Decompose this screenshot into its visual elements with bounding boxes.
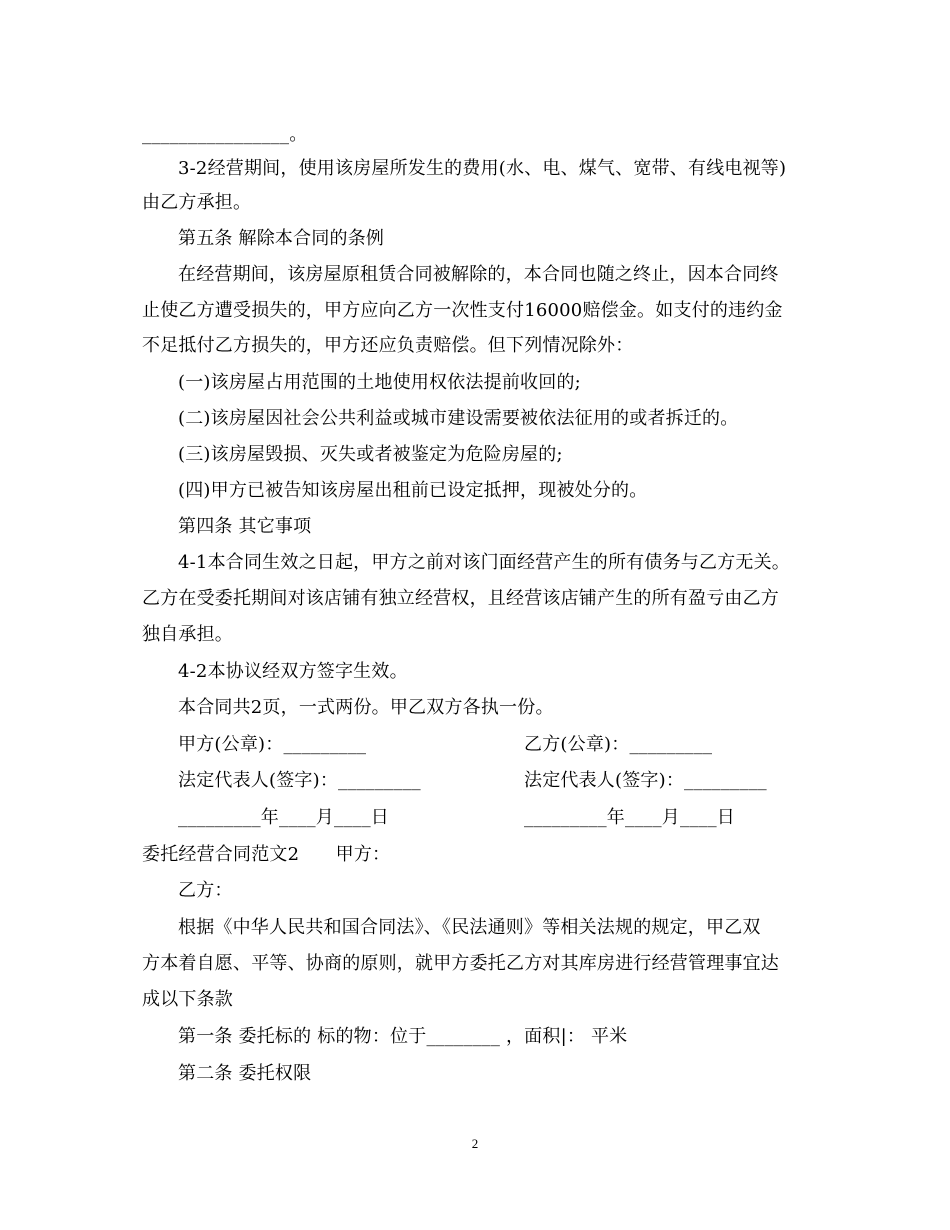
text-line: 成以下条款	[142, 989, 233, 1010]
party-a-date-field: _________年____月____日	[178, 807, 389, 828]
text-line: 乙方在受委托期间对该店铺有独立经营权，且经营该店铺产生的所有盈亏由乙方	[142, 588, 779, 609]
text-line: 止使乙方遭受损失的，甲方应向乙方一次性支付16000赔偿金。如支付的违约金	[142, 300, 783, 321]
text-line: 3-2经营期间，使用该房屋所发生的费用(水、电、煤气、宽带、有线电视等)	[178, 158, 787, 179]
text-line: 4-2本协议经双方签字生效。	[178, 661, 408, 682]
text-line: 乙方：	[178, 880, 233, 901]
text-line: 由乙方承担。	[142, 192, 252, 213]
text-line: 本合同共2页，一式两份。甲乙双方各执一份。	[178, 697, 554, 718]
contract-title: 委托经营合同范文2 甲方：	[142, 844, 391, 865]
list-item: (三)该房屋毁损、灭失或者被鉴定为危险房屋的;	[178, 444, 563, 465]
party-b-date-field: _________年____月____日	[524, 807, 735, 828]
party-b-representative-field: 法定代表人(签字)：_________	[524, 770, 767, 791]
text-line: 4-1本合同生效之日起，甲方之前对该门面经营产生的所有债务与乙方无关。	[178, 552, 790, 573]
list-item: (一)该房屋占用范围的土地使用权依法提前收回的;	[178, 372, 581, 393]
page-number: 2	[471, 1136, 479, 1151]
list-item: (四)甲方已被告知该房屋出租前已设定抵押，现被处分的。	[178, 480, 648, 501]
text-line: 在经营期间，该房屋原租赁合同被解除的，本合同也随之终止，因本合同终	[178, 264, 779, 285]
text-line: ________________。	[142, 124, 308, 145]
section-heading: 第一条 委托标的 标的物：位于________ ，面积|： 平米	[178, 1026, 628, 1047]
party-a-representative-field: 法定代表人(签字)：_________	[178, 770, 421, 791]
section-heading: 第五条 解除本合同的条例	[178, 228, 385, 249]
text-line: 方本着自愿、平等、协商的原则，就甲方委托乙方对其库房进行经营管理事宜达	[142, 953, 779, 974]
text-line: 不足抵付乙方损失的，甲方还应负责赔偿。但下列情况除外：	[142, 335, 634, 356]
text-line: 独自承担。	[142, 624, 233, 645]
party-b-seal-field: 乙方(公章)：_________	[524, 734, 713, 755]
text-line: 根据《中华人民共和国合同法》、《民法通则》等相关法规的规定，甲乙双	[178, 917, 761, 938]
section-heading: 第四条 其它事项	[178, 516, 312, 537]
party-a-seal-field: 甲方(公章)：_________	[178, 734, 367, 755]
section-heading: 第二条 委托权限	[178, 1063, 312, 1084]
list-item: (二)该房屋因社会公共利益或城市建设需要被依法征用的或者拆迁的。	[178, 408, 739, 429]
